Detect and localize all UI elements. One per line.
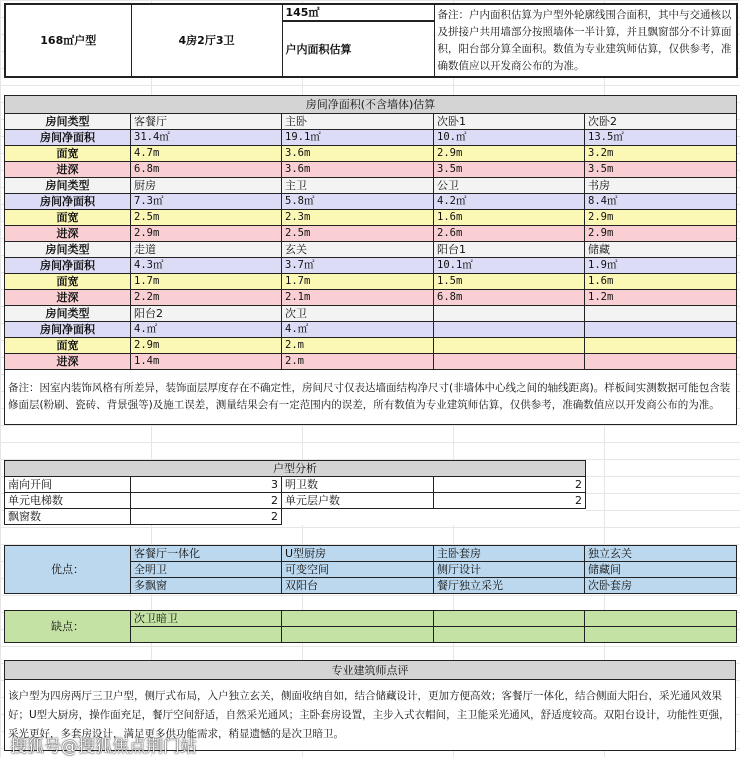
room-cell: 阳台1: [434, 242, 585, 258]
row-label: 房间类型: [5, 306, 131, 322]
room-cell: 2.9m: [131, 226, 282, 242]
watermark: 搜狐号@搜狐焦点荆门站: [10, 737, 197, 757]
cons-item: 次卫暗卫: [131, 611, 282, 627]
summary-table: [4, 3, 738, 78]
row-label: 房间类型: [5, 178, 131, 194]
room-cell: 主卫: [282, 178, 434, 194]
room-cell: 2.5m: [282, 226, 434, 242]
pros-item: 储藏间: [585, 562, 737, 578]
room-cell: 1.5m: [434, 274, 585, 290]
room-cell: 1.6m: [434, 210, 585, 226]
room-cell: 阳台2: [131, 306, 282, 322]
room-row-depth: [5, 290, 737, 306]
pros-label: 优点：: [5, 546, 131, 594]
room-cell: 主卧: [282, 114, 434, 130]
row-label: 进深: [5, 226, 131, 242]
pros-item: 独立玄关: [585, 546, 737, 562]
room-cell: 客餐厅: [131, 114, 282, 130]
row-label: 面宽: [5, 210, 131, 226]
pros-item: 餐厅独立采光: [434, 578, 585, 594]
analysis-label: 明卫数: [282, 477, 434, 493]
room-cell: 公卫: [434, 178, 585, 194]
cons-item: [131, 627, 282, 643]
analysis-value: 3: [131, 477, 282, 493]
room-cell: 3.6m: [282, 162, 434, 178]
room-cell: 10.1㎡: [434, 258, 585, 274]
row-label: 房间净面积: [5, 258, 131, 274]
layout: 4房2厅3卫: [131, 4, 282, 77]
room-cell: 厨房: [131, 178, 282, 194]
room-row-area: [5, 130, 737, 146]
room-row-depth: [5, 354, 737, 370]
room-cell: 5.8㎡: [282, 194, 434, 210]
room-cell: [585, 322, 737, 338]
room-cell: 1.2m: [585, 290, 737, 306]
pros-item: U型厨房: [282, 546, 434, 562]
row-label: 进深: [5, 354, 131, 370]
room-cell: 4.2㎡: [434, 194, 585, 210]
room-cell: 2.6m: [434, 226, 585, 242]
room-cell: 书房: [585, 178, 737, 194]
room-cell: [434, 338, 585, 354]
pros-item: 侧厅设计: [434, 562, 585, 578]
pros-item: 全明卫: [131, 562, 282, 578]
room-cell: [585, 338, 737, 354]
room-cell: 19.1㎡: [282, 130, 434, 146]
room-cell: 10.㎡: [434, 130, 585, 146]
indoor-area-label: 户内面积估算: [282, 21, 434, 77]
row-label: 房间净面积: [5, 322, 131, 338]
room-cell: 1.7m: [131, 274, 282, 290]
room-cell: 玄关: [282, 242, 434, 258]
room-cell: 2.9m: [131, 338, 282, 354]
room-cell: [434, 322, 585, 338]
row-label: 房间净面积: [5, 130, 131, 146]
room-cell: 3.6m: [282, 146, 434, 162]
room-cell: 1.9㎡: [585, 258, 737, 274]
cons-item: [585, 611, 737, 627]
pros-item: 多飘窗: [131, 578, 282, 594]
room-cell: 次卧1: [434, 114, 585, 130]
room-row-type: [5, 242, 737, 258]
review-title: 专业建筑师点评: [5, 661, 736, 680]
cons-item: [434, 627, 585, 643]
pros-item: 可变空间: [282, 562, 434, 578]
analysis-title: 户型分析: [5, 461, 586, 477]
area-note: 备注：户内面积估算为户型外轮廓线围合面积，其中与交通核以及拼接户共用墙部分按照墙体一半计算，并且飘窗部分不计算面积，阳台部分算全面积。数值为专业建筑师估算，仅供参考，准确数值应以开发商公布的为准。: [434, 4, 737, 77]
room-cell: 3.7㎡: [282, 258, 434, 274]
room-row-type: [5, 178, 737, 194]
room-cell: [434, 354, 585, 370]
cons-item: [282, 627, 434, 643]
room-cell: 1.7m: [282, 274, 434, 290]
cons-table: [4, 610, 737, 643]
pros-item: 主卧套房: [434, 546, 585, 562]
room-table-title: 房间净面积(不含墙体)估算: [5, 96, 737, 114]
pros-item: 客餐厅一体化: [131, 546, 282, 562]
cons-item: [434, 611, 585, 627]
room-cell: 4.㎡: [282, 322, 434, 338]
room-row-type: [5, 114, 737, 130]
analysis-value: 2: [131, 509, 282, 525]
room-cell: 3.2m: [585, 146, 737, 162]
room-cell: 4.7m: [131, 146, 282, 162]
pros-item: 次卧套房: [585, 578, 737, 594]
unit-type: 168㎡户型: [5, 4, 131, 77]
room-row-type: [5, 306, 737, 322]
room-cell: 31.4㎡: [131, 130, 282, 146]
room-row-depth: [5, 226, 737, 242]
room-cell: 4.3㎡: [131, 258, 282, 274]
analysis-table: [4, 460, 586, 525]
room-cell: 2.2m: [131, 290, 282, 306]
room-cell: [434, 306, 585, 322]
row-label: 面宽: [5, 146, 131, 162]
room-cell: 1.6m: [585, 274, 737, 290]
room-cell: [585, 354, 737, 370]
room-cell: 13.5㎡: [585, 130, 737, 146]
room-cell: 3.5m: [434, 162, 585, 178]
room-row-width: [5, 146, 737, 162]
room-cell: 2.5m: [131, 210, 282, 226]
room-cell: 6.8m: [434, 290, 585, 306]
room-cell: 3.5m: [585, 162, 737, 178]
room-row-width: [5, 274, 737, 290]
analysis-label: 飘窗数: [5, 509, 131, 525]
row-label: 面宽: [5, 274, 131, 290]
room-row-area: [5, 194, 737, 210]
room-cell: 走道: [131, 242, 282, 258]
room-area-table: [4, 95, 737, 425]
row-label: 房间类型: [5, 114, 131, 130]
room-cell: 7.3㎡: [131, 194, 282, 210]
row-label: 面宽: [5, 338, 131, 354]
cons-item: [282, 611, 434, 627]
room-cell: 次卧2: [585, 114, 737, 130]
room-cell: 2.m: [282, 338, 434, 354]
analysis-value: 2: [131, 493, 282, 509]
room-cell: 2.1m: [282, 290, 434, 306]
room-cell: [585, 306, 737, 322]
pros-table: [4, 545, 737, 594]
analysis-label: 单元层户数: [282, 493, 434, 509]
row-label: 房间净面积: [5, 194, 131, 210]
review-text: 该户型为四房两厅三卫户型，侧厅式布局，入户独立玄关，侧面收纳自如，结合储藏设计，更加方便高效；客餐厅一体化，结合侧面大阳台，采光通风效果好；U型大厨房，操作面充足，餐厅空间舒适，自然采光通风；主卧套房设置，主步入式衣帽间，主卫能采光通风，舒适度较高。双阳台设计，功能性更强，采光更好，多套房设计，满足更多供功能需求，稍显遗憾的是次卫暗卫。: [5, 680, 736, 751]
analysis-label: 单元电梯数: [5, 493, 131, 509]
room-note: 备注：因室内装饰风格有所差异，装饰面层厚度存在不确定性，房间尺寸仅表达墙面结构净尺寸(非墙体中心线之间的轴线距离)。样板间实测数据可能包含装修面层(粉刷、瓷砖、背景强等)及施工误差，测量结果会有一定范围内的误差，所有数值为专业建筑师估算，仅供参考，准确数值应以开发商公布的为准。: [5, 370, 737, 425]
room-cell: 2.9m: [585, 210, 737, 226]
cons-item: [585, 627, 737, 643]
room-cell: 次卫: [282, 306, 434, 322]
analysis-label: 南向开间: [5, 477, 131, 493]
pros-item: 双阳台: [282, 578, 434, 594]
room-cell: 1.4m: [131, 354, 282, 370]
indoor-area: 145㎡: [282, 4, 434, 21]
room-cell: 2.9m: [585, 226, 737, 242]
room-cell: 2.3m: [282, 210, 434, 226]
room-row-width: [5, 210, 737, 226]
room-row-area: [5, 322, 737, 338]
row-label: 进深: [5, 290, 131, 306]
room-cell: 4.㎡: [131, 322, 282, 338]
cons-label: 缺点：: [5, 611, 131, 643]
room-row-depth: [5, 162, 737, 178]
room-cell: 6.8m: [131, 162, 282, 178]
analysis-value: 2: [434, 477, 586, 493]
room-cell: 8.4㎡: [585, 194, 737, 210]
room-cell: 2.m: [282, 354, 434, 370]
room-row-area: [5, 258, 737, 274]
row-label: 进深: [5, 162, 131, 178]
room-cell: 2.9m: [434, 146, 585, 162]
row-label: 房间类型: [5, 242, 131, 258]
analysis-value: 2: [434, 493, 586, 509]
room-row-width: [5, 338, 737, 354]
room-cell: 储藏: [585, 242, 737, 258]
